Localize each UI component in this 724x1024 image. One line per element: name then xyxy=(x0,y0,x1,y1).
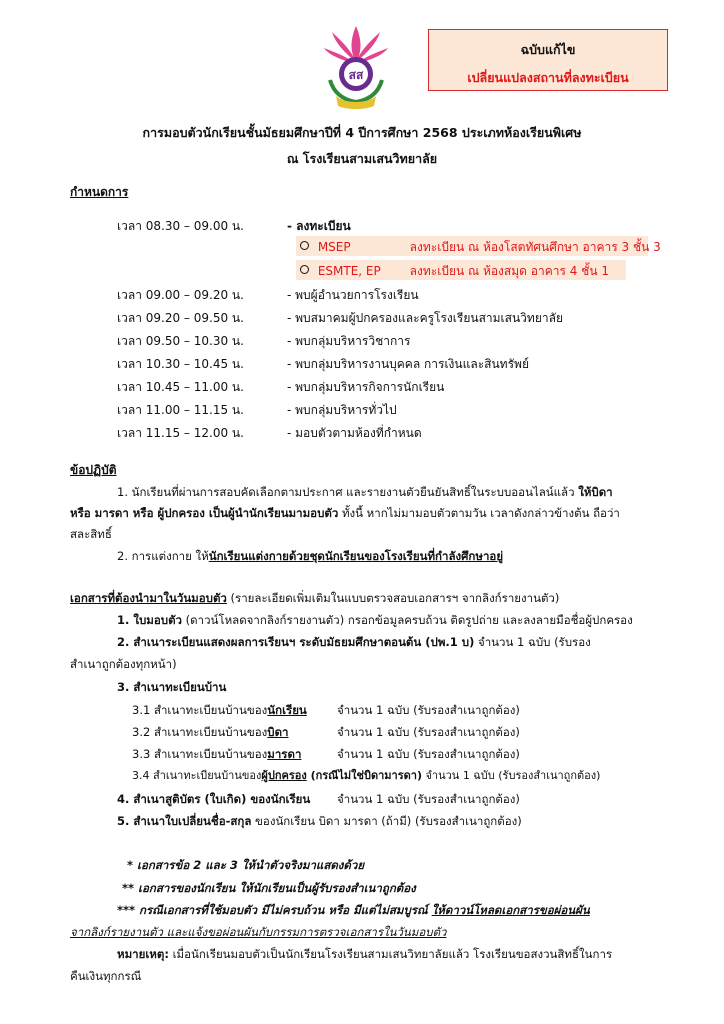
rule-1-text: 1. นักเรียนที่ผ่านการสอบคัดเลือกตามประกาศ และรายงานตัวยืนยันสิทธิ์ในระบบออนไลน์แล้ว xyxy=(117,485,579,499)
sub-qty: จำนวน 1 ฉบับ (รับรองสำเนาถูกต้อง) xyxy=(337,747,520,761)
sub-qty: จำนวน 1 ฉบับ (รับรองสำเนาถูกต้อง) xyxy=(337,703,520,717)
document-2-label: 2. สำเนาระเบียนแสดงผลการเรียนฯ ระดับมัธยมศึกษาตอนต้น (ปพ.1 บ) xyxy=(117,635,475,649)
revision-notice xyxy=(428,29,668,91)
note-2: ** เอกสารของนักเรียน ให้นักเรียนเป็นผู้รับรองสำเนาถูกต้อง xyxy=(122,881,416,895)
document-2-text: จำนวน 1 ฉบับ (รับรอง xyxy=(474,635,591,649)
svg-text:สส: สส xyxy=(348,68,364,82)
document-5-label: 5. สำเนาใบเปลี่ยนชื่อ-สกุล xyxy=(117,814,252,828)
schedule-activity: - พบกลุ่มบริหารงานบุคคล การเงินและสินทรัพย์ xyxy=(287,357,529,371)
bullet-icon xyxy=(300,265,309,274)
registration-place: ลงทะเบียน ณ ห้องสมุด อาคาร 4 ชั้น 1 xyxy=(409,264,609,278)
note-3-cont: จากลิงก์รายงานตัว และแจ้งขอผ่อนผันกับกรรมการตรวจเอกสารในวันมอบตัว xyxy=(70,925,447,939)
sub-who: นักเรียน xyxy=(267,703,307,717)
document-5-text: ของนักเรียน บิดา มารดา (ถ้ามี) (รับรองสำเนาถูกต้อง) xyxy=(251,814,522,828)
schedule-activity: - พบกลุ่มบริหารทั่วไป xyxy=(287,403,397,417)
schedule-activity: - พบกลุ่มบริหารวิชาการ xyxy=(287,334,411,348)
document-4-label: 4. สำเนาสูติบัตร (ใบเกิด) ของนักเรียน xyxy=(117,792,311,806)
document-2 xyxy=(117,634,591,650)
registration-row xyxy=(300,263,609,279)
rules-heading: ข้อปฏิบัติ xyxy=(70,463,117,477)
document-1-text: (ดาวน์โหลดจากลิงก์รายงานตัว) กรอกข้อมูลครบถ้วน ติดรูปถ่าย และลงลายมือชื่อผู้ปกครอง xyxy=(182,613,633,627)
document-3-sub xyxy=(132,746,301,762)
document-3-sub xyxy=(132,724,289,740)
page-title: การมอบตัวนักเรียนชั้นมัธยมศึกษาปีที่ 4 ปีการศึกษา 2568 ประเภทห้องเรียนพิเศษ xyxy=(142,125,582,140)
sub-prefix: 3.3 สำเนาทะเบียนบ้านของ xyxy=(132,747,268,761)
documents-heading xyxy=(70,590,559,606)
registration-place: ลงทะเบียน ณ ห้องโสตทัศนศึกษา อาคาร 3 ชั้น 3 xyxy=(409,240,661,254)
rule-2 xyxy=(117,548,503,564)
remark-text: เมื่อนักเรียนมอบตัวเป็นนักเรียนโรงเรียนสามเสนวิทยาลัยแล้ว โรงเรียนขอสงวนสิทธิ์ในการ xyxy=(168,947,613,961)
schedule-time: เวลา 10.45 – 11.00 น. xyxy=(117,380,244,394)
registration-row xyxy=(300,239,661,255)
documents-heading-label: เอกสารที่ต้องนำมาในวันมอบตัว xyxy=(70,591,227,605)
schedule-time: เวลา 09.00 – 09.20 น. xyxy=(117,288,244,302)
sub-who: ผู้ปกครอง xyxy=(261,769,307,782)
remark-cont: คืนเงินทุกกรณี xyxy=(70,969,142,983)
rule-1-text: ทั้งนี้ หากไม่มามอบตัวตามวัน เวลาดังกล่าวข้างต้น ถือว่า xyxy=(338,506,620,520)
sub-qty: จำนวน 1 ฉบับ (รับรองสำเนาถูกต้อง) xyxy=(421,769,601,782)
rule-2-emphasis: นักเรียนแต่งกายด้วยชุดนักเรียนของโรงเรียนที่กำลังศึกษาอยู่ xyxy=(208,549,504,563)
sub-qty: จำนวน 1 ฉบับ (รับรองสำเนาถูกต้อง) xyxy=(337,725,520,739)
schedule-time: เวลา 09.20 – 09.50 น. xyxy=(117,311,244,325)
rule-1-cont xyxy=(70,505,620,521)
sub-prefix: 3.4 สำเนาทะเบียนบ้านของ xyxy=(132,769,262,782)
school-emblem-icon xyxy=(320,22,392,110)
documents-heading-note: (รายละเอียดเพิ่มเติมในแบบตรวจสอบเอกสารฯ จากลิงก์รายงานตัว) xyxy=(226,591,560,605)
document-1-label: 1. ใบมอบตัว xyxy=(117,613,183,627)
schedule-time: เวลา 10.30 – 10.45 น. xyxy=(117,357,244,371)
bullet-icon xyxy=(300,241,309,250)
rule-1-emphasis: หรือ มารดา หรือ ผู้ปกครอง เป็นผู้นำนักเรียนมามอบตัว xyxy=(70,506,339,520)
document-3-sub xyxy=(132,702,307,718)
sub-prefix: 3.1 สำเนาทะเบียนบ้านของ xyxy=(132,703,268,717)
schedule-activity: - มอบตัวตามห้องที่กำหนด xyxy=(287,426,422,440)
sub-prefix: 3.2 สำเนาทะเบียนบ้านของ xyxy=(132,725,268,739)
rule-1-end: สละสิทธิ์ xyxy=(70,527,112,541)
registration-group: ESMTE, EP xyxy=(317,264,381,278)
schedule-activity: - พบผู้อำนวยการโรงเรียน xyxy=(287,288,419,302)
document-5 xyxy=(117,813,522,829)
document-3-label: 3. สำเนาทะเบียนบ้าน xyxy=(117,680,227,694)
document-4-text: จำนวน 1 ฉบับ (รับรองสำเนาถูกต้อง) xyxy=(337,792,520,806)
remark xyxy=(117,946,612,962)
document-1 xyxy=(117,612,633,628)
page-subtitle: ณ โรงเรียนสามเสนวิทยาลัย xyxy=(286,151,438,166)
note-3-emphasis: ให้ดาวน์โหลดเอกสารขอผ่อนผัน xyxy=(431,903,590,917)
venue-change-label: เปลี่ยนแปลงสถานที่ลงทะเบียน xyxy=(467,70,629,85)
revision-label: ฉบับแก้ไข xyxy=(520,42,576,57)
schedule-time: เวลา 11.15 – 12.00 น. xyxy=(117,426,244,440)
sub-who: มารดา xyxy=(267,747,302,761)
note-1: * เอกสารข้อ 2 และ 3 ให้นำตัวจริงมาแสดงด้วย xyxy=(127,858,365,872)
schedule-heading: กำหนดการ xyxy=(70,185,129,199)
rule-2-text: 2. การแต่งกาย ให้ xyxy=(117,549,209,563)
rule-1-emphasis: ให้บิดา xyxy=(578,485,613,499)
note-3-text: *** กรณีเอกสารที่ใช้มอบตัว มีไม่ครบถ้วน หรือ มีแต่ไม่สมบูรณ์ xyxy=(117,903,432,917)
sub-extra: (กรณีไม่ใช่บิดามารดา) xyxy=(306,769,422,782)
rule-1 xyxy=(117,484,613,500)
registration-group: MSEP xyxy=(317,240,351,254)
document-3-sub xyxy=(132,768,600,784)
document-2-cont: สำเนาถูกต้องทุกหน้า) xyxy=(70,657,177,671)
schedule-activity: - ลงทะเบียน xyxy=(287,219,351,233)
remark-label: หมายเหตุ: xyxy=(117,947,169,961)
note-3 xyxy=(117,902,590,918)
schedule-activity: - พบกลุ่มบริหารกิจการนักเรียน xyxy=(287,380,445,394)
schedule-time: เวลา 09.50 – 10.30 น. xyxy=(117,334,244,348)
sub-who: บิดา xyxy=(267,725,289,739)
schedule-time: เวลา 08.30 – 09.00 น. xyxy=(117,219,244,233)
schedule-time: เวลา 11.00 – 11.15 น. xyxy=(117,403,244,417)
schedule-activity: - พบสมาคมผู้ปกครองและครูโรงเรียนสามเสนวิทยาลัย xyxy=(287,311,563,325)
